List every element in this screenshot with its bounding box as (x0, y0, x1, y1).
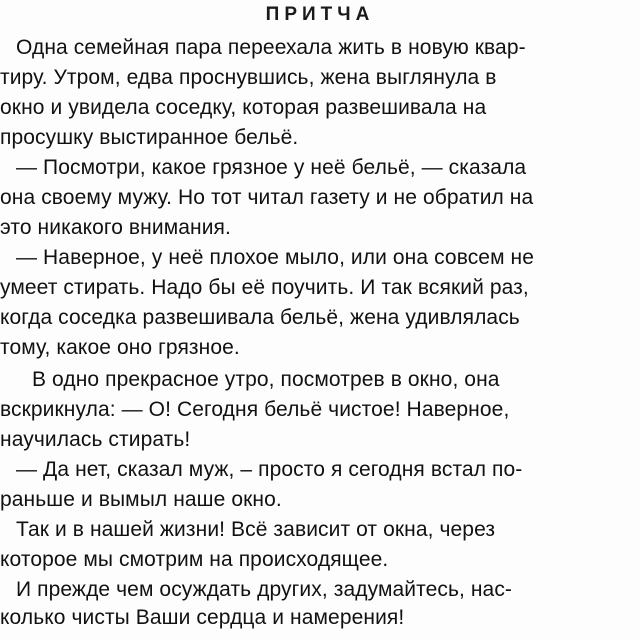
text-line: она своему мужу. Но тот читал газету и не обратил на (0, 186, 534, 209)
text-line: умеет стирать. Надо бы её поучить. И так всякий раз, (0, 276, 529, 299)
text-line: В одно прекрасное утро, посмотрев в окно, она (32, 368, 500, 391)
text-line: просушку выстиранное бельё. (0, 126, 299, 149)
text-line: Так и в нашей жизни! Всё зависит от окна, через (16, 518, 496, 541)
text-line: вскрикнула: — О! Сегодня бельё чистое! Наверное, (0, 398, 510, 421)
text-line: Одна семейная пара переехала жить в новую квар- (16, 36, 526, 59)
text-line: — Посмотри, какое грязное у неё бельё, — сказала (16, 156, 527, 179)
text-line: окно и увидела соседку, которая развешивала на (0, 96, 487, 119)
text-line: научилась стирать! (0, 428, 191, 451)
page-title: ПРИТЧА (265, 4, 375, 25)
text-line: колько чисты Ваши сердца и намерения! (0, 606, 405, 629)
text-line: раньше и вымыл наше окно. (0, 488, 282, 511)
text-line: когда соседка развешивала бельё, жена удивлялась (0, 306, 520, 329)
text-line: это никакого внимания. (0, 216, 231, 239)
text-line: тому, какое оно грязное. (0, 336, 240, 359)
text-line: — Да нет, сказал муж, – просто я сегодня встал по- (16, 458, 523, 481)
text-line: тиру. Утром, едва проснувшись, жена выглянула в (0, 66, 497, 89)
text-line: И прежде чем осуждать других, задумайтесь, нас- (16, 578, 513, 601)
text-line: которое мы смотрим на происходящее. (0, 548, 389, 571)
text-line: — Наверное, у неё плохое мыло, или она совсем не (16, 246, 535, 269)
